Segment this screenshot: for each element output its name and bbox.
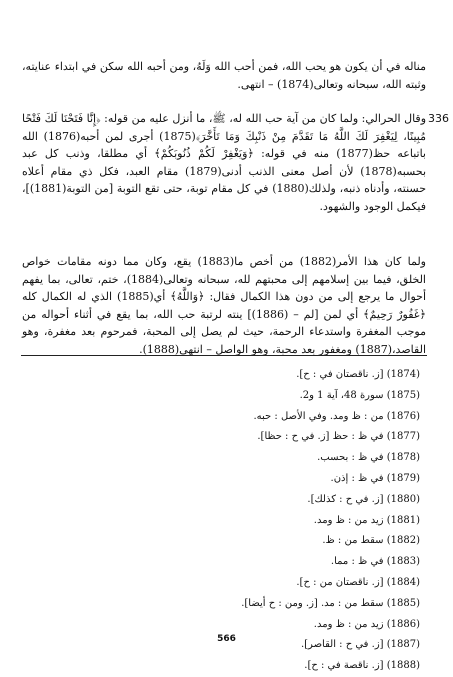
paragraph-3: ولما كان هذا الأمر(1882) من أخص ما(1883) يقع، وكان مما دونه مقامات خواص الخلق، فيما بين إسلامهم إلى محبتهم لله، سبحانه وتعالى(1884)، ختم، تعالى، بما يفهم أحوال ما يرجع إلى من دون هذا الكمال فقال: ﴿وَاللَّهُ﴾ أي(1885) الذي له الكمال كله ﴿غَفُورٌ رَحِيمٌ﴾ أي لمن [لم – (1886)] ينته لرتبة حب الله، بما يقع في أثناء أحواله من موجب المغفرة واستدعاء الرحمة، حيث لم يصل إلى المحبة، فمرحوم بعد مغفرة، وهو القاصد،(1887) ومغفور بعد محبة، وهو الواصل – انتهى(1888). [22, 255, 426, 356]
footnotes-list [150, 365, 420, 677]
footnote-item: (1877) في ظ : حظ [ز. في ح : حظا]. [257, 431, 420, 443]
footnote-item: (1879) في ظ : إذن. [330, 472, 420, 484]
footnote-item: (1881) زيد من : ظ ومد. [313, 514, 420, 526]
footnote-item: (1874) [ز. ناقصتان في : ح]. [296, 369, 420, 380]
footnote-item: (1885) سقط من : مد. [ز. ومن : ح أيضا]. [241, 597, 420, 609]
paragraph-1: مناله في أن يكون هو يحب الله، فمن أحب الله وَلَهُ، ومن أحبه الله سكن في ابتداء عنايته، وثبته الله، سبحانه وتعالى(1874) – انتهى. [22, 60, 426, 91]
footnote-item: (1880) [ز. في ح : كذلك]. [307, 493, 420, 505]
footnote-item: (1878) في ظ : بحسب. [317, 452, 420, 464]
footnote-item: (1886) زيد من : ظ ومد. [313, 618, 420, 630]
footnote-item: (1882) سقط من : ظ. [322, 535, 420, 547]
margin-section-number: 336 [428, 112, 449, 125]
footnote-item: (1883) في ظ : مما. [330, 556, 420, 568]
footnote-item: (1876) من : ظ ومد. وفي الأصل : حبه. [253, 410, 420, 422]
footnote-item: (1888) [ز. ناقصة في : ح]. [304, 660, 420, 672]
footnote-item: (1884) [ز. ناقصتان من : ح]. [296, 576, 420, 588]
footnote-separator [21, 355, 427, 356]
footnote-item: (1875) سورة 48، آية 1 و2. [299, 389, 420, 401]
paragraph-2: وقال الحرالي: ولما كان من آية حب الله له، ﷺ، ما أنزل عليه من قوله: ﴿إِنَّا فَتَحْنَا لَكَ فَتْحًا مُبِينًا، لِيَغْفِرَ لَكَ اللَّهُ مَا تَقَدَّمَ مِنْ ذَنْبِكَ وَمَا تَأَخَّرَ﴾(1875) أجرى لمن أحبه(1876) الله باتباعه حظ(1877) منه في قوله: ﴿وَيَغْفِرْ لَكُمْ ذُنُوبَكُمْ﴾ أي مطلقا، وذنب كل عبد بحسبه(1878) لأن أصل معنى الذنب أدنى(1879) مقام العبد، فكل ذي مقام أعلاه حسنته، وأدناه ذنبه، ولذلك(1880) في كل مقام توبة، حتى تقع التوبة [من التوبة(1881)]، فيكمل الوجود والشهود. [22, 112, 427, 213]
page-number: 566 [217, 634, 236, 644]
footnote-item: (1887) [ز. في ح : القاصر]. [300, 639, 420, 651]
